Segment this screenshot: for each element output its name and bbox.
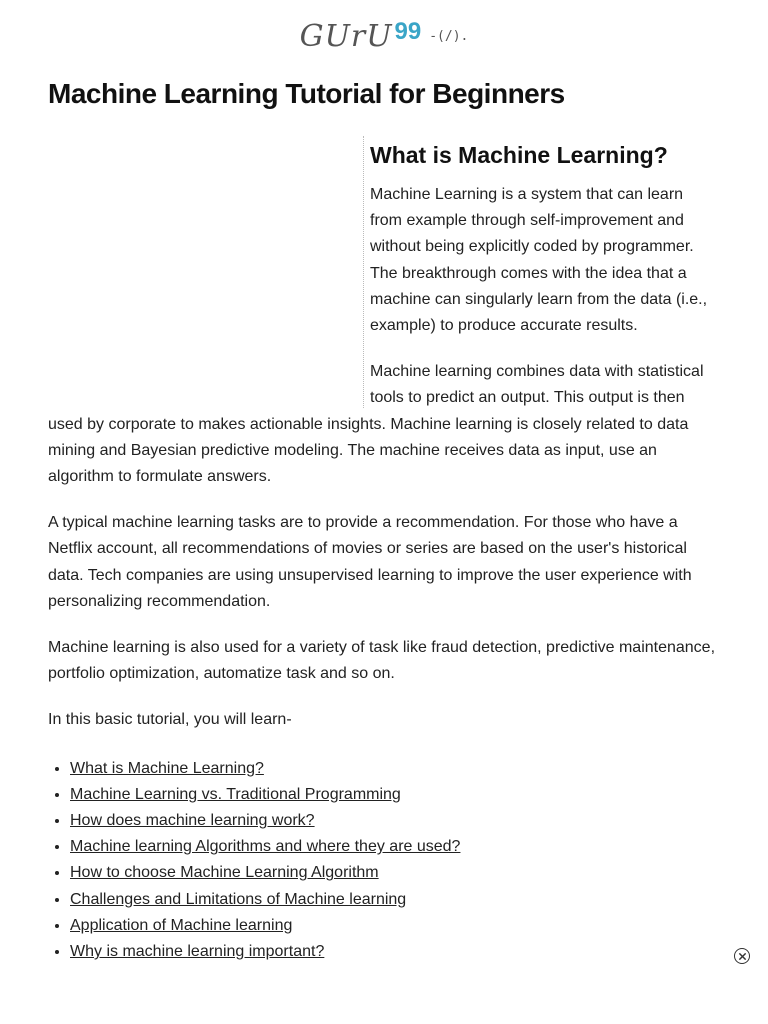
toc-link-algorithms[interactable]: Machine learning Algorithms and where they are used? (70, 838, 461, 856)
logo-99-text: 99 (394, 18, 422, 45)
toc-link-how-ml-works[interactable]: How does machine learning work? (70, 812, 315, 830)
toc-link-ml-vs-traditional[interactable]: Machine Learning vs. Traditional Programming (70, 785, 401, 803)
list-item (70, 756, 718, 782)
article-body (48, 136, 718, 965)
logo-mark-text: -(/). (429, 29, 469, 44)
logo-wordmark[interactable] (299, 18, 469, 54)
list-item (70, 860, 718, 886)
ad-slot (48, 136, 364, 408)
toc-link-choose-algorithm[interactable]: How to choose Machine Learning Algorithm (70, 864, 379, 882)
paragraph-4: Machine learning is also used for a variety of task like fraud detection, predictive maintenance, portfolio optimization, automatize task and so on. (48, 639, 716, 683)
site-logo[interactable] (0, 18, 768, 62)
section-heading: What is Machine Learning? (370, 142, 668, 168)
close-icon (738, 952, 747, 961)
list-item (70, 887, 718, 913)
toc-link-challenges[interactable]: Challenges and Limitations of Machine learning (70, 890, 407, 908)
toc-link-what-is-ml[interactable]: What is Machine Learning? (70, 759, 264, 777)
paragraph-5: In this basic tutorial, you will learn- (48, 711, 292, 729)
list-item (70, 808, 718, 834)
list-item (70, 782, 718, 808)
table-of-contents (48, 756, 718, 966)
close-circle-icon[interactable] (734, 948, 750, 964)
ad-overlay-bar (0, 962, 768, 1024)
toc-link-why-important[interactable]: Why is machine learning important? (70, 943, 325, 961)
toc-link-application[interactable]: Application of Machine learning (70, 916, 293, 934)
paragraph-3: A typical machine learning tasks are to provide a recommendation. For those who have a Netflix account, all recommendations of movies or series are based on the user's historical data. Tech companies are using unsupervised learning to improve the user experience with personalizing recommendation. (48, 514, 692, 610)
paragraph-2: Machine learning combines data with statistical tools to predict an output. This output is then used by corporate to makes actionable insights. Machine learning is closely related to data mining and Bayesian predictive modeling. The machine receives data as input, use an algorithm to formulate answers. (48, 363, 704, 486)
paragraph-1: Machine Learning is a system that can learn from example through self-improvement and without being explicitly coded by programmer. The breakthrough comes with the idea that a machine can singularly learn from the data (i.e., example) to produce accurate results. (370, 186, 708, 335)
page-title: Machine Learning Tutorial for Beginners (48, 78, 565, 109)
list-item (70, 834, 718, 860)
logo-guru-text: GUrU (299, 19, 393, 54)
list-item (70, 913, 718, 939)
